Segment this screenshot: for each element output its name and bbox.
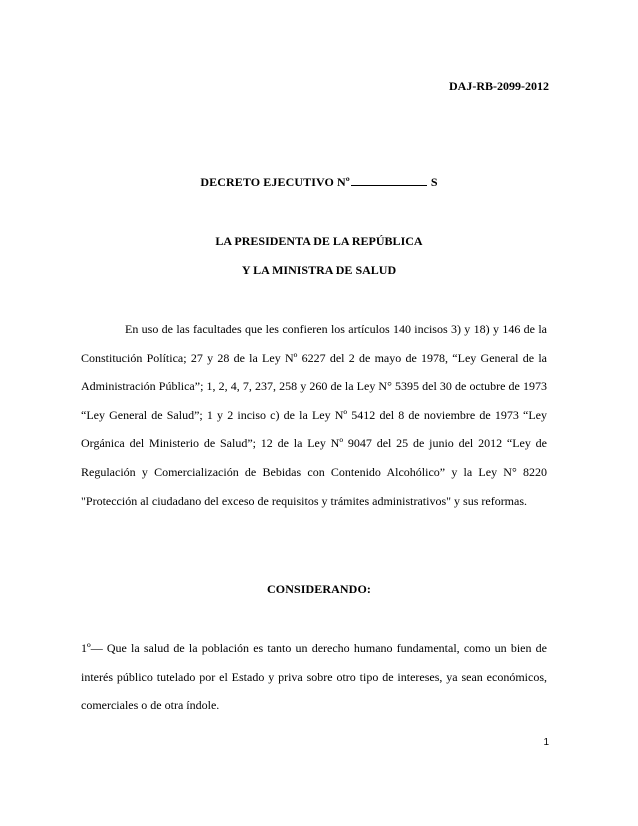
- decree-title-prefix: DECRETO EJECUTIVO Nº: [200, 175, 350, 189]
- heading-president: LA PRESIDENTA DE LA REPÚBLICA: [215, 234, 423, 248]
- page-number: 1: [543, 737, 549, 748]
- document-number: DAJ-RB-2099-2012: [449, 79, 549, 93]
- considering-paragraph-1: 1º— Que la salud de la población es tanto un derecho humano fundamental, como un bien de interés público tutelado por el Estado y priva sobre otro tipo de intereses, ya sean económicos, comerciales o de otra índole.: [81, 641, 547, 713]
- decree-title: [0, 175, 638, 190]
- heading-minister: Y LA MINISTRA DE SALUD: [241, 263, 397, 277]
- decree-title-suffix: S: [430, 175, 438, 189]
- decree-number-blank: [351, 175, 427, 186]
- considering-heading: CONSIDERANDO:: [267, 582, 371, 596]
- preamble-paragraph: [81, 315, 547, 515]
- preamble-text: En uso de las facultades que les confieren los artículos 140 incisos 3) y 18) y 146 de la Constitución Política; 27 y 28 de la Ley Nº 6227 del 2 de mayo de 1978, “Ley General de la Administración Pública”; 1, 2, 4, 7, 237, 258 y 260 de la Ley N° 5395 del 30 de octubre de 1973 “Ley General de Salud”; 1 y 2 inciso c) de la Ley Nº 5412 del 8 de noviembre de 1973 “Ley Orgánica del Ministerio de Salud”; 12 de la Ley Nº 9047 del 25 de junio del 2012 “Ley de Regulación y Comercialización de Bebidas con Contenido Alcohólico” y la Ley N° 8220 "Protección al ciudadano del exceso de requisitos y trámites administrativos" y sus reformas.: [81, 322, 547, 508]
